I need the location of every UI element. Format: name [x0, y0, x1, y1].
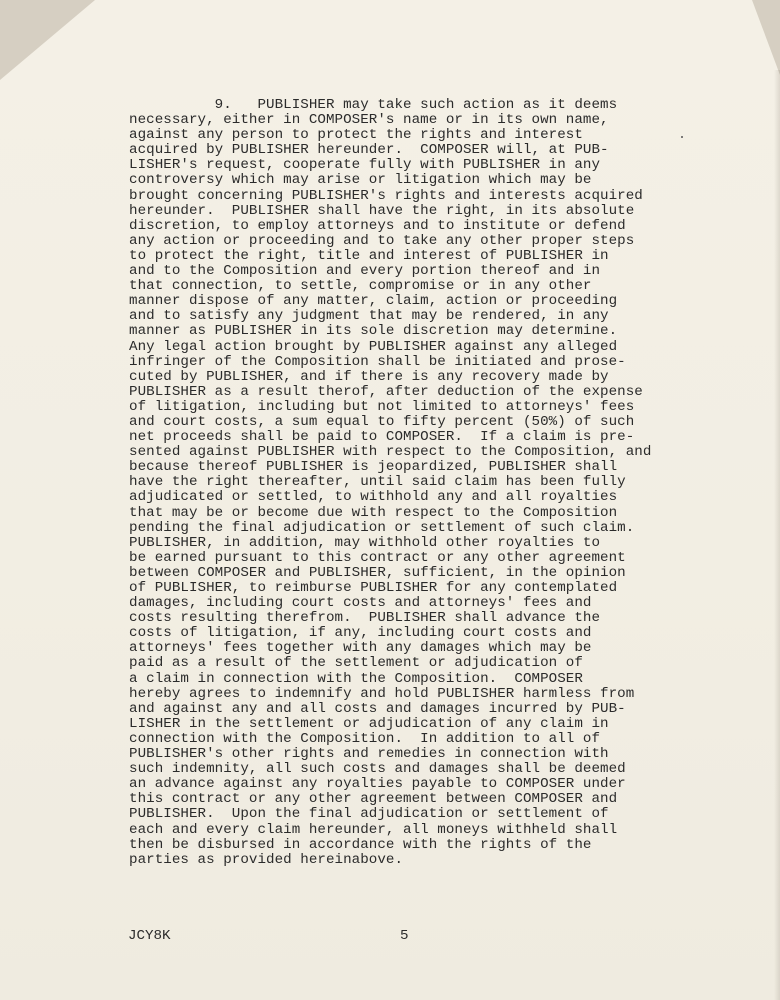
paragraph-line: manner dispose of any matter, claim, action or proceeding [129, 293, 618, 310]
paragraph-line: LISHER's request, cooperate fully with PUBLISHER in any [129, 157, 601, 174]
paragraph-line: manner as PUBLISHER in its sole discretion may determine. [129, 323, 618, 340]
paragraph-line: sented against PUBLISHER with respect to the Composition, and [129, 444, 652, 461]
paragraph-line: an advance against any royalties payable to COMPOSER under [129, 776, 626, 793]
paragraph-line: net proceeds shall be paid to COMPOSER. If a claim is pre- [129, 429, 635, 446]
paragraph-line: of litigation, including but not limited to attorneys' fees [129, 398, 635, 415]
paragraph-line: this contract or any other agreement between COMPOSER and [129, 791, 618, 808]
paragraph-line: necessary, either in COMPOSER's name or in its own name, [129, 112, 609, 129]
paragraph-line: be earned pursuant to this contract or any other agreement [129, 549, 626, 566]
paragraph-line: have the right thereafter, until said claim has been fully [129, 474, 626, 491]
page-corner-shadow-right [752, 0, 780, 75]
paragraph-line: costs of litigation, if any, including court costs and [129, 625, 592, 642]
paragraph-line: discretion, to employ attorneys and to institute or defend [129, 217, 626, 234]
document-code: JCY8K [128, 928, 171, 944]
paragraph-line: PUBLISHER as a result therof, after deduction of the expense [129, 383, 643, 400]
paragraph-line: paid as a result of the settlement or adjudication of [129, 655, 583, 672]
paragraph-line: of PUBLISHER, to reimburse PUBLISHER for any contemplated [129, 580, 618, 596]
paragraph-line: and against any and all costs and damages incurred by PUB- [129, 700, 626, 717]
paragraph-line: between COMPOSER and PUBLISHER, sufficient, in the opinion [129, 564, 626, 581]
paragraph-line: and to the Composition and every portion thereof and in [129, 263, 601, 280]
paragraph-line: any action or proceeding and to take any other proper steps [129, 232, 635, 249]
paragraph-line: to protect the right, title and interest of PUBLISHER in [129, 247, 609, 264]
paragraph-line: adjudicated or settled, to withhold any and all royalties [129, 489, 618, 506]
paragraph-line: PUBLISHER's other rights and remedies in connection with [129, 746, 609, 763]
paragraph-line: brought concerning PUBLISHER's rights and interests acquired [129, 187, 643, 204]
paragraph-line: pending the final adjudication or settlement of such claim. [129, 519, 635, 536]
paragraph-line: parties as provided hereinabove. [129, 851, 404, 868]
paragraph-line: connection with the Composition. In addition to all of [129, 730, 601, 747]
paragraph-line: acquired by PUBLISHER hereunder. COMPOSER will, at PUB- [129, 142, 609, 159]
paragraph-line: because thereof PUBLISHER is jeopardized, PUBLISHER shall [129, 459, 618, 476]
paragraph-line: cuted by PUBLISHER, and if there is any recovery made by [129, 368, 609, 385]
paragraph-line: Any legal action brought by PUBLISHER against any alleged [129, 338, 618, 355]
page-edge-shadow [774, 70, 780, 1000]
paragraph-line: hereby agrees to indemnify and hold PUBLISHER harmless from [129, 685, 635, 702]
paragraph-line: that may be or become due with respect to the Composition [129, 504, 618, 521]
paragraph-line: and to satisfy any judgment that may be rendered, in any [129, 308, 609, 325]
contract-paragraph-9 [129, 98, 709, 868]
paragraph-line: and court costs, a sum equal to fifty percent (50%) of such [129, 413, 635, 430]
paragraph-line: then be disbursed in accordance with the rights of the [129, 836, 592, 853]
paragraph-line: each and every claim hereunder, all moneys withheld shall [129, 821, 618, 838]
paragraph-line: hereunder. PUBLISHER shall have the right, in its absolute [129, 202, 635, 219]
paragraph-line: a claim in connection with the Composition. COMPOSER [129, 670, 583, 687]
paragraph-line: costs resulting therefrom. PUBLISHER shall advance the [129, 610, 601, 627]
paragraph-line: against any person to protect the rights and interest [129, 127, 583, 144]
page-number: 5 [400, 928, 409, 944]
paragraph-line: PUBLISHER. Upon the final adjudication or settlement of [129, 806, 609, 823]
paragraph-line: attorneys' fees together with any damages which may be [129, 640, 592, 657]
page-corner-shadow-left [0, 0, 95, 80]
paragraph-line: controversy which may arise or litigation which may be [129, 172, 592, 189]
paragraph-line: that connection, to settle, compromise or in any other [129, 278, 592, 295]
paragraph-line: 9. PUBLISHER may take such action as it deems [129, 97, 618, 113]
paragraph-line: infringer of the Composition shall be initiated and prose- [129, 353, 626, 370]
paragraph-line: PUBLISHER, in addition, may withhold other royalties to [129, 534, 601, 551]
paragraph-line: such indemnity, all such costs and damages shall be deemed [129, 761, 626, 778]
paragraph-line: LISHER in the settlement or adjudication of any claim in [129, 715, 609, 732]
paragraph-line: damages, including court costs and attorneys' fees and [129, 595, 592, 612]
